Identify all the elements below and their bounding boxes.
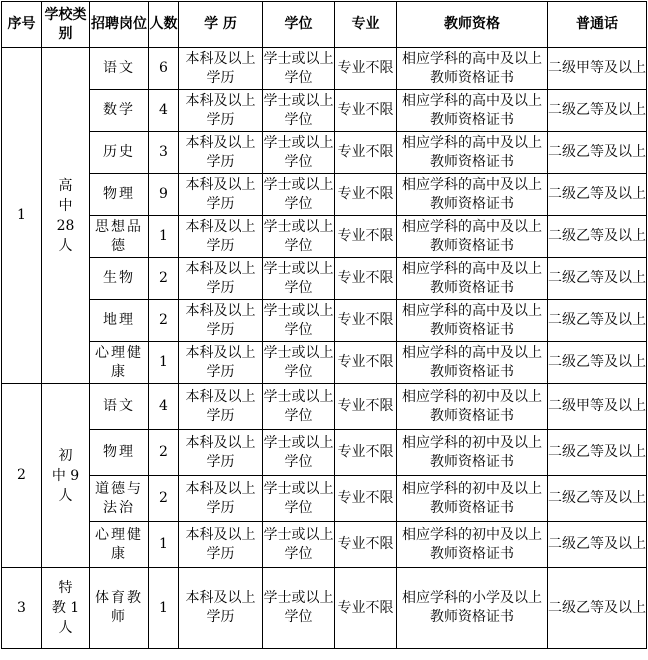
header-row	[2, 2, 647, 48]
cell-count: 2	[149, 476, 179, 522]
cell-degree: 学士或以上学位	[263, 522, 335, 568]
cell-mandarin: 二级乙等及以上	[548, 174, 647, 216]
cell-position: 数学	[90, 90, 149, 132]
cell-degree: 学士或以上学位	[263, 48, 335, 90]
school-type-line: 高	[58, 177, 73, 194]
table-row	[2, 384, 647, 430]
cell-qualification: 相应学科的高中及以上教师资格证书	[397, 90, 548, 132]
cell-major: 专业不限	[335, 48, 397, 90]
cell-qualification: 相应学科的高中及以上教师资格证书	[397, 258, 548, 300]
school-type-line: 人	[58, 620, 73, 636]
recruitment-table	[1, 1, 647, 649]
table-row	[2, 342, 647, 384]
group-school-type	[42, 568, 90, 649]
cell-qualification: 相应学科的高中及以上教师资格证书	[397, 132, 548, 174]
cell-mandarin: 二级乙等及以上	[548, 90, 647, 132]
header-school-type: 学校类别	[42, 2, 90, 48]
cell-major: 专业不限	[335, 430, 397, 476]
cell-count: 1	[149, 522, 179, 568]
cell-count: 3	[149, 132, 179, 174]
cell-qualification: 相应学科的高中及以上教师资格证书	[397, 300, 548, 342]
school-type-line: 人	[58, 487, 73, 504]
recruitment-table-wrapper	[1, 1, 647, 649]
cell-position: 语文	[90, 384, 149, 430]
cell-education: 本科及以上学历	[179, 384, 263, 430]
header-index: 序号	[2, 2, 42, 48]
table-row	[2, 174, 647, 216]
table-row	[2, 476, 647, 522]
table-row	[2, 522, 647, 568]
header-position: 招聘岗位	[90, 2, 149, 48]
cell-degree: 学士或以上学位	[263, 300, 335, 342]
school-type-line: 中 9	[51, 467, 80, 484]
table-body	[2, 48, 647, 649]
cell-major: 专业不限	[335, 476, 397, 522]
table-row	[2, 90, 647, 132]
cell-mandarin: 二级乙等及以上	[548, 342, 647, 384]
cell-degree: 学士或以上学位	[263, 430, 335, 476]
cell-education: 本科及以上学历	[179, 90, 263, 132]
cell-education: 本科及以上学历	[179, 48, 263, 90]
cell-degree: 学士或以上学位	[263, 342, 335, 384]
cell-mandarin: 二级乙等及以上	[548, 522, 647, 568]
cell-position: 生物	[90, 258, 149, 300]
cell-count: 2	[149, 258, 179, 300]
school-type-line: 初	[58, 447, 73, 464]
cell-count: 4	[149, 90, 179, 132]
group-school-type	[42, 384, 90, 568]
cell-count: 6	[149, 48, 179, 90]
group-index: 3	[2, 568, 42, 649]
school-type-line: 特	[58, 580, 73, 596]
cell-position: 心理健康	[90, 342, 149, 384]
header-degree: 学位	[263, 2, 335, 48]
cell-education: 本科及以上学历	[179, 258, 263, 300]
cell-education: 本科及以上学历	[179, 132, 263, 174]
header-major: 专业	[335, 2, 397, 48]
cell-degree: 学士或以上学位	[263, 476, 335, 522]
cell-degree: 学士或以上学位	[263, 174, 335, 216]
header-count: 人数	[149, 2, 179, 48]
table-row	[2, 258, 647, 300]
cell-education: 本科及以上学历	[179, 174, 263, 216]
cell-position: 心理健康	[90, 522, 149, 568]
cell-major: 专业不限	[335, 568, 397, 649]
cell-count: 1	[149, 568, 179, 649]
cell-major: 专业不限	[335, 258, 397, 300]
table-row	[2, 132, 647, 174]
cell-major: 专业不限	[335, 384, 397, 430]
cell-degree: 学士或以上学位	[263, 216, 335, 258]
cell-major: 专业不限	[335, 90, 397, 132]
group-school-type	[42, 48, 90, 384]
cell-major: 专业不限	[335, 174, 397, 216]
cell-degree: 学士或以上学位	[263, 384, 335, 430]
header-education: 学 历	[179, 2, 263, 48]
cell-qualification: 相应学科的初中及以上教师资格证书	[397, 476, 548, 522]
cell-position: 物理	[90, 174, 149, 216]
cell-count: 2	[149, 300, 179, 342]
cell-major: 专业不限	[335, 342, 397, 384]
cell-mandarin: 二级乙等及以上	[548, 300, 647, 342]
cell-qualification: 相应学科的高中及以上教师资格证书	[397, 48, 548, 90]
cell-count: 9	[149, 174, 179, 216]
table-row	[2, 48, 647, 90]
table-row	[2, 430, 647, 476]
cell-education: 本科及以上学历	[179, 568, 263, 649]
cell-position: 地理	[90, 300, 149, 342]
cell-count: 1	[149, 342, 179, 384]
cell-mandarin: 二级甲等及以上	[548, 384, 647, 430]
cell-degree: 学士或以上学位	[263, 568, 335, 649]
cell-mandarin: 二级甲等及以上	[548, 48, 647, 90]
cell-education: 本科及以上学历	[179, 476, 263, 522]
cell-qualification: 相应学科的小学及以上教师资格证书	[397, 568, 548, 649]
cell-degree: 学士或以上学位	[263, 258, 335, 300]
table-row	[2, 568, 647, 649]
header-mandarin: 普通话	[548, 2, 647, 48]
school-type-line: 教 1	[51, 600, 80, 616]
cell-education: 本科及以上学历	[179, 216, 263, 258]
cell-mandarin: 二级乙等及以上	[548, 216, 647, 258]
header-qualification: 教师资格	[397, 2, 548, 48]
cell-position: 历史	[90, 132, 149, 174]
cell-education: 本科及以上学历	[179, 300, 263, 342]
cell-education: 本科及以上学历	[179, 342, 263, 384]
cell-qualification: 相应学科的高中及以上教师资格证书	[397, 342, 548, 384]
cell-qualification: 相应学科的高中及以上教师资格证书	[397, 174, 548, 216]
cell-count: 4	[149, 384, 179, 430]
cell-major: 专业不限	[335, 300, 397, 342]
group-index: 2	[2, 384, 42, 568]
cell-position: 体育教师	[90, 568, 149, 649]
cell-mandarin: 二级乙等及以上	[548, 132, 647, 174]
table-row	[2, 216, 647, 258]
cell-position: 语文	[90, 48, 149, 90]
cell-degree: 学士或以上学位	[263, 90, 335, 132]
table-row	[2, 300, 647, 342]
cell-mandarin: 二级乙等及以上	[548, 258, 647, 300]
cell-position: 道德与法治	[90, 476, 149, 522]
cell-major: 专业不限	[335, 132, 397, 174]
cell-degree: 学士或以上学位	[263, 132, 335, 174]
cell-major: 专业不限	[335, 522, 397, 568]
cell-position: 思想品德	[90, 216, 149, 258]
cell-mandarin: 二级乙等及以上	[548, 430, 647, 476]
cell-count: 1	[149, 216, 179, 258]
school-type-line: 中	[58, 197, 73, 214]
cell-position: 物理	[90, 430, 149, 476]
cell-count: 2	[149, 430, 179, 476]
school-type-line: 28	[56, 217, 75, 234]
group-index: 1	[2, 48, 42, 384]
cell-qualification: 相应学科的初中及以上教师资格证书	[397, 522, 548, 568]
cell-qualification: 相应学科的高中及以上教师资格证书	[397, 216, 548, 258]
cell-mandarin: 二级乙等及以上	[548, 476, 647, 522]
cell-mandarin: 二级乙等及以上	[548, 568, 647, 649]
school-type-line: 人	[58, 237, 73, 254]
cell-education: 本科及以上学历	[179, 522, 263, 568]
cell-qualification: 相应学科的初中及以上教师资格证书	[397, 430, 548, 476]
cell-qualification: 相应学科的初中及以上教师资格证书	[397, 384, 548, 430]
cell-education: 本科及以上学历	[179, 430, 263, 476]
cell-major: 专业不限	[335, 216, 397, 258]
